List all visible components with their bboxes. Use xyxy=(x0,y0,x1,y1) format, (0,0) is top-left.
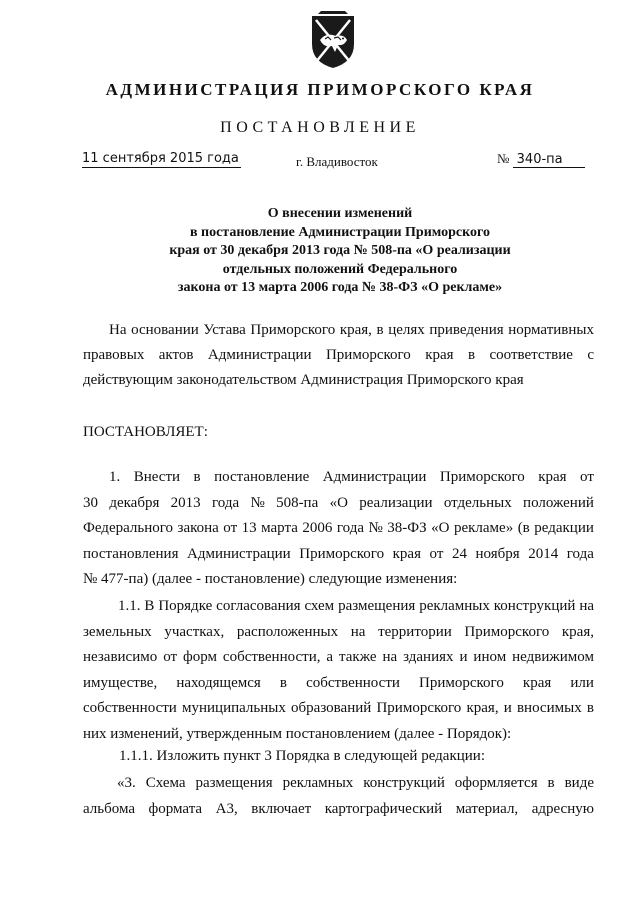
word: в xyxy=(193,469,201,485)
word: независимо xyxy=(83,649,158,665)
word: На xyxy=(109,322,127,338)
word: включает xyxy=(251,800,312,817)
paragraph-line xyxy=(83,771,594,797)
title-line: края от 30 декабря 2013 года № 508-па «О реализации xyxy=(169,243,511,258)
word: размещения xyxy=(338,598,416,614)
paragraph-line xyxy=(83,671,594,697)
word: на xyxy=(350,623,366,640)
word: муниципальных xyxy=(182,700,286,716)
word: с xyxy=(587,347,594,363)
word: редакции xyxy=(534,520,594,536)
word: нормативных xyxy=(508,322,594,338)
word: картографический xyxy=(324,800,443,817)
word: «3. xyxy=(117,775,136,791)
word: края, xyxy=(561,623,594,640)
word: реализации xyxy=(359,494,433,511)
word: рекламе» xyxy=(453,520,514,536)
word: Порядке xyxy=(158,598,213,614)
title-line: О внесении изменений xyxy=(267,206,413,221)
word: формата xyxy=(148,800,203,817)
quote-paragraph xyxy=(83,771,594,822)
word: альбома xyxy=(83,800,136,817)
paragraph-line: действующим законодательством Администрация Приморского края xyxy=(83,372,524,388)
word: зданиях xyxy=(403,649,454,665)
word: Приморского xyxy=(419,674,504,691)
word: закона xyxy=(177,520,219,536)
word: положений xyxy=(523,494,594,511)
word: в xyxy=(547,775,555,791)
paragraph-line xyxy=(83,465,594,491)
decree-word: ПОСТАНОВЛЯЕТ: xyxy=(83,424,208,440)
paragraph-line: них изменений, утвержденным постановлением (далее - Порядок): xyxy=(83,725,512,742)
word: конструкций xyxy=(493,598,576,614)
coat-of-arms-icon xyxy=(308,10,358,70)
word: края, xyxy=(339,322,372,338)
paragraph-line xyxy=(83,645,594,671)
word: 38-ФЗ xyxy=(387,520,427,536)
word: Внести xyxy=(133,469,181,485)
item-1-paragraph xyxy=(83,465,594,593)
word: В xyxy=(144,598,155,614)
word: марта xyxy=(261,520,298,536)
word: от xyxy=(223,520,238,536)
word: края, xyxy=(466,700,499,716)
word: в xyxy=(376,322,384,338)
word: от xyxy=(429,545,444,562)
word: Приморского xyxy=(464,623,550,640)
word: «О xyxy=(329,494,348,511)
word: Приморского xyxy=(250,322,336,338)
document-date: 11 сентября 2015 года xyxy=(82,151,239,166)
word: отдельных xyxy=(443,494,512,511)
word: рекламных xyxy=(419,598,490,614)
word: актов xyxy=(158,347,194,363)
word: года xyxy=(566,545,594,562)
word: и xyxy=(503,700,512,716)
word: собственности xyxy=(83,700,177,716)
word: собственности xyxy=(306,674,400,691)
word: также xyxy=(339,649,377,665)
word: А3, xyxy=(215,800,238,817)
word: вносимых xyxy=(516,700,582,716)
number-sign: № xyxy=(497,151,510,166)
paragraph-line xyxy=(83,594,594,620)
paragraph-line xyxy=(83,797,594,823)
word: на xyxy=(382,649,398,665)
word: 2014 xyxy=(528,545,559,562)
word: на xyxy=(579,598,594,614)
word: Приморского xyxy=(325,347,411,363)
word: земельных xyxy=(83,623,152,640)
word: края xyxy=(392,545,421,562)
word: Приморского xyxy=(299,545,385,562)
word: основании xyxy=(131,322,199,338)
word: и xyxy=(459,649,468,665)
word: № xyxy=(368,520,383,536)
word: года xyxy=(211,494,240,511)
word: (в xyxy=(517,520,530,536)
paragraph-line xyxy=(83,620,594,646)
word: Приморского xyxy=(376,700,462,716)
word: имуществе, xyxy=(83,674,158,691)
word: схем xyxy=(304,598,335,614)
organization-name: АДМИНИСТРАЦИЯ ПРИМОРСКОГО КРАЯ xyxy=(105,80,535,99)
word: 13 xyxy=(241,520,257,536)
word: территории xyxy=(378,623,452,640)
word: согласования xyxy=(216,598,301,614)
paragraph-line xyxy=(83,542,594,568)
word: края xyxy=(522,674,552,691)
title-line: отдельных положений Федерального xyxy=(222,261,458,277)
word: 2013 xyxy=(170,494,201,511)
word: или xyxy=(570,674,594,691)
paragraph-line xyxy=(83,516,594,542)
word: оформляется xyxy=(454,775,538,791)
word: постановления xyxy=(83,545,179,562)
paragraph-line xyxy=(83,696,594,722)
paragraph-line xyxy=(83,491,594,517)
document-type: ПОСТАНОВЛЕНИЕ xyxy=(220,119,420,136)
word: в xyxy=(279,674,287,691)
word: ноября xyxy=(475,545,520,562)
word: в xyxy=(468,347,476,363)
word: находящемся xyxy=(176,674,261,691)
word: рекламных xyxy=(282,775,354,791)
word: от xyxy=(580,469,594,485)
paragraph-line: № 477-па) (далее - постановление) следующие изменения: xyxy=(83,571,458,587)
word: края xyxy=(538,469,567,485)
word: Схема xyxy=(145,775,186,791)
title-line: в постановление Администрации Приморского xyxy=(189,224,491,240)
word: адресную xyxy=(531,800,594,817)
word: Устава xyxy=(203,322,246,338)
paragraph-line: 1.1.1. Изложить пункт 3 Порядка в следующей редакции: xyxy=(119,748,485,764)
word: Федерального xyxy=(83,520,174,536)
word: целях xyxy=(388,322,425,338)
word: декабря xyxy=(109,494,160,511)
word: 2006 xyxy=(302,520,333,536)
word: размещения xyxy=(195,775,273,791)
word: правовых xyxy=(83,347,145,363)
word: 508-па xyxy=(276,494,319,511)
word: № xyxy=(250,494,265,511)
paragraph-line xyxy=(83,343,594,368)
word: расположенных xyxy=(236,623,339,640)
word: собственности, xyxy=(222,649,321,665)
word: в xyxy=(586,700,594,716)
item-1-1-1-paragraph xyxy=(83,744,594,770)
document-number xyxy=(497,151,587,168)
word: а xyxy=(326,649,334,665)
document-title xyxy=(100,205,580,298)
word: Администрации xyxy=(207,347,312,363)
word: соответствие xyxy=(489,347,573,363)
word: 1.1. xyxy=(118,598,141,614)
word: Администрации xyxy=(187,545,291,562)
number-value: 340-па xyxy=(513,152,585,168)
word: Приморского xyxy=(439,469,525,485)
word: постановление xyxy=(214,469,310,485)
word: 30 xyxy=(83,494,98,511)
word: образований xyxy=(291,700,372,716)
word: приведения xyxy=(429,322,504,338)
preamble-paragraph xyxy=(83,318,594,393)
title-line: закона от 13 марта 2006 года № 38-ФЗ «О рекламе» xyxy=(177,280,503,295)
word: 24 xyxy=(451,545,467,562)
word: от xyxy=(163,649,178,665)
word: конструкций xyxy=(363,775,445,791)
word: виде xyxy=(564,775,594,791)
word: Администрации xyxy=(322,469,427,485)
word: ином xyxy=(473,649,507,665)
paragraph-line xyxy=(83,318,594,343)
word: недвижимом xyxy=(512,649,594,665)
word: участках, xyxy=(164,623,225,640)
word: форм xyxy=(182,649,217,665)
word: года xyxy=(336,520,364,536)
word: материал, xyxy=(455,800,519,817)
word: «О xyxy=(431,520,450,536)
word: края xyxy=(425,347,454,363)
word: 1. xyxy=(109,469,121,485)
item-1-1-paragraph xyxy=(83,594,594,747)
document-city: г. Владивосток xyxy=(296,154,378,169)
